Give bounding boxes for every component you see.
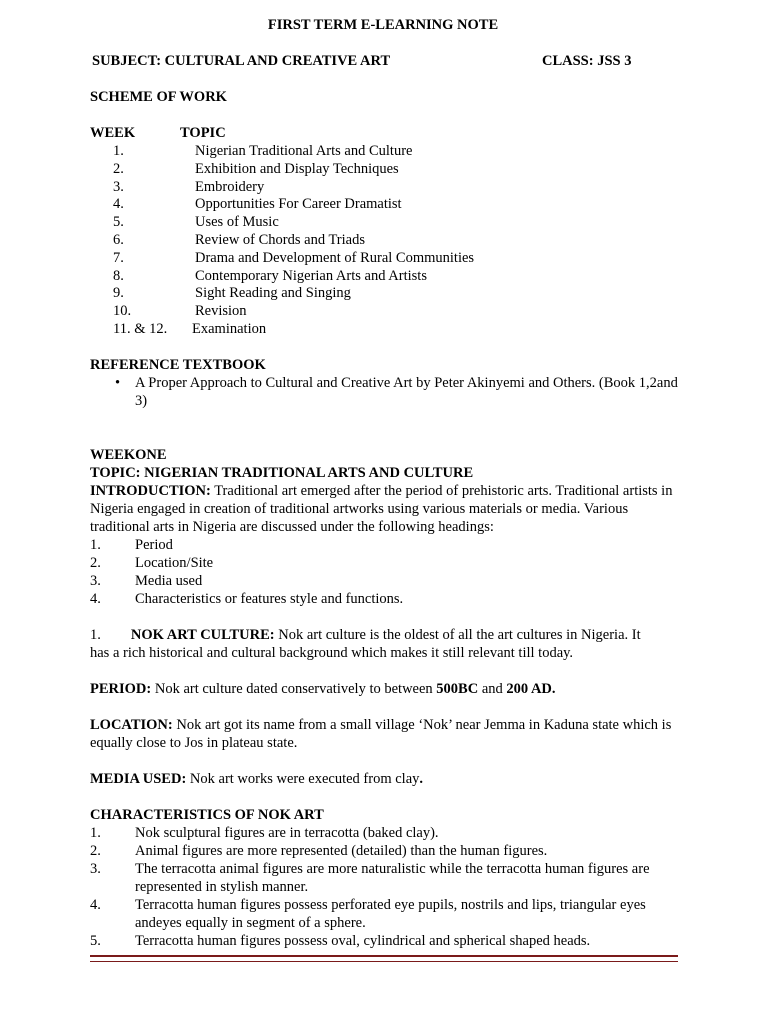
- week-number: 9.: [113, 285, 124, 302]
- list-text: Location/Site: [135, 554, 214, 571]
- week-topic: Review of Chords and Triads: [195, 231, 365, 248]
- location-paragraph: [90, 716, 680, 752]
- week-number: 10.: [113, 303, 132, 320]
- list-text: Terracotta human figures possess perforated eye pupils, nostrils and lips, triangular eyes andeyes equally in segment of a sphere.: [135, 896, 646, 931]
- subject-line: SUBJECT: CULTURAL AND CREATIVE ART: [92, 53, 391, 69]
- list-item: [90, 860, 680, 896]
- list-item: [90, 536, 680, 554]
- list-item: [90, 572, 680, 590]
- list-number: 3.: [90, 860, 101, 877]
- characteristics-heading: CHARACTERISTICS OF NOK ART: [90, 806, 324, 823]
- period-label: PERIOD:: [90, 680, 152, 697]
- week-number: 2.: [113, 160, 124, 177]
- list-number: 2.: [90, 842, 101, 859]
- week-topic: Opportunities For Career Dramatist: [195, 196, 402, 213]
- week-topic: Nigerian Traditional Arts and Culture: [195, 143, 413, 159]
- scheme-row: [90, 284, 680, 302]
- list-text: Media used: [135, 572, 203, 589]
- scheme-row: [90, 320, 680, 338]
- introduction-text: Traditional art emerged after the period of prehistoric arts. Traditional artists in Nigeria engaged in creation of traditional artworks using various materials or media. Various traditional arts in Nigeria are discussed under the following headings:: [90, 482, 673, 535]
- scheme-row: [90, 142, 680, 160]
- list-text: Period: [135, 536, 173, 553]
- media-paragraph: [90, 770, 680, 788]
- list-item: [90, 824, 680, 842]
- week-topic: Exhibition and Display Techniques: [195, 160, 399, 177]
- media-text: Nok art works were executed from clay: [186, 770, 420, 787]
- nok-text-continued: has a rich historical and cultural background which makes it still relevant till today.: [90, 644, 574, 661]
- scheme-row: [90, 249, 680, 267]
- list-text: Terracotta human figures possess oval, cylindrical and spherical shaped heads.: [135, 932, 591, 949]
- subject-class-row: [90, 52, 680, 70]
- introduction-label: INTRODUCTION:: [90, 482, 211, 499]
- list-item: [90, 554, 680, 572]
- reference-heading: REFERENCE TEXTBOOK: [90, 356, 266, 373]
- scheme-row: [90, 231, 680, 249]
- week-topic: Embroidery: [195, 178, 265, 195]
- characteristics-list: [90, 824, 680, 950]
- week-number: 4.: [113, 196, 124, 213]
- scheme-row: [90, 267, 680, 285]
- scheme-table: [90, 142, 680, 338]
- week-topic: Uses of Music: [195, 214, 279, 231]
- period-from: 500BC: [436, 680, 479, 697]
- list-number: 5.: [90, 932, 101, 949]
- nok-art-culture-paragraph: [90, 626, 680, 662]
- week-number: 3.: [113, 178, 124, 195]
- scheme-heading: SCHEME OF WORK: [90, 89, 227, 105]
- period-to: 200 AD.: [506, 680, 556, 697]
- scheme-row: [90, 195, 680, 213]
- list-item: [90, 590, 680, 608]
- week-topic: Sight Reading and Singing: [195, 285, 351, 302]
- reference-item: [90, 374, 680, 410]
- list-number: 3.: [90, 572, 101, 589]
- list-text: Characteristics or features style and functions.: [135, 590, 404, 607]
- list-number: 4.: [90, 896, 101, 913]
- week-number: 7.: [113, 249, 124, 266]
- week-topic: Contemporary Nigerian Arts and Artists: [195, 267, 427, 284]
- period-and: and: [478, 680, 507, 697]
- week-number: 5.: [113, 214, 124, 231]
- document-title: FIRST TERM E-LEARNING NOTE: [267, 17, 499, 33]
- week-number: 8.: [113, 267, 124, 284]
- nok-number: 1.: [90, 626, 101, 643]
- media-end: .: [419, 770, 424, 787]
- period-text: Nok art culture dated conservatively to between: [151, 680, 437, 697]
- list-text: Nok sculptural figures are in terracotta (baked clay).: [135, 824, 439, 841]
- class-line: CLASS: JSS 3: [542, 53, 632, 69]
- topic-heading: TOPIC: NIGERIAN TRADITIONAL ARTS AND CULTURE: [90, 464, 474, 481]
- scheme-row: [90, 178, 680, 196]
- list-text: The terracotta animal figures are more naturalistic while the terracotta human figures are represented in stylish manner.: [135, 860, 650, 895]
- list-number: 2.: [90, 554, 101, 571]
- scheme-row: [90, 160, 680, 178]
- footer-divider: [90, 955, 678, 962]
- reference-text: A Proper Approach to Cultural and Creative Art by Peter Akinyemi and Others. (Book 1,2and 3): [135, 374, 678, 409]
- scheme-table-header: [90, 124, 680, 142]
- location-text: Nok art got its name from a small village ‘Nok’ near Jemma in Kaduna state which is equally close to Jos in plateau state.: [90, 716, 672, 751]
- introduction-paragraph: [90, 482, 680, 536]
- location-label: LOCATION:: [90, 716, 173, 733]
- media-label: MEDIA USED:: [90, 770, 187, 787]
- week-topic: Revision: [195, 303, 247, 320]
- nok-label: NOK ART CULTURE:: [130, 626, 275, 643]
- scheme-row: [90, 302, 680, 320]
- week-number: 6.: [113, 231, 124, 248]
- list-number: 1.: [90, 536, 101, 553]
- week-one-heading: WEEKONE: [90, 446, 167, 463]
- list-text: Animal figures are more represented (detailed) than the human figures.: [135, 842, 548, 859]
- list-item: [90, 842, 680, 860]
- headings-list: [90, 536, 680, 608]
- week-topic: Drama and Development of Rural Communities: [195, 249, 475, 266]
- bullet-icon: •: [115, 374, 121, 391]
- week-number: 11. & 12.: [113, 320, 168, 337]
- week-column-label: WEEK: [90, 125, 136, 141]
- nok-text: Nok art culture is the oldest of all the art cultures in Nigeria. It: [274, 626, 641, 643]
- period-paragraph: [90, 680, 680, 698]
- week-topic: Examination: [192, 320, 267, 337]
- list-item: [90, 932, 680, 950]
- topic-column-label: TOPIC: [180, 125, 226, 141]
- scheme-row: [90, 213, 680, 231]
- list-number: 4.: [90, 590, 101, 607]
- document-page: [90, 16, 680, 950]
- list-number: 1.: [90, 824, 101, 841]
- week-number: 1.: [113, 143, 124, 159]
- list-item: [90, 896, 680, 932]
